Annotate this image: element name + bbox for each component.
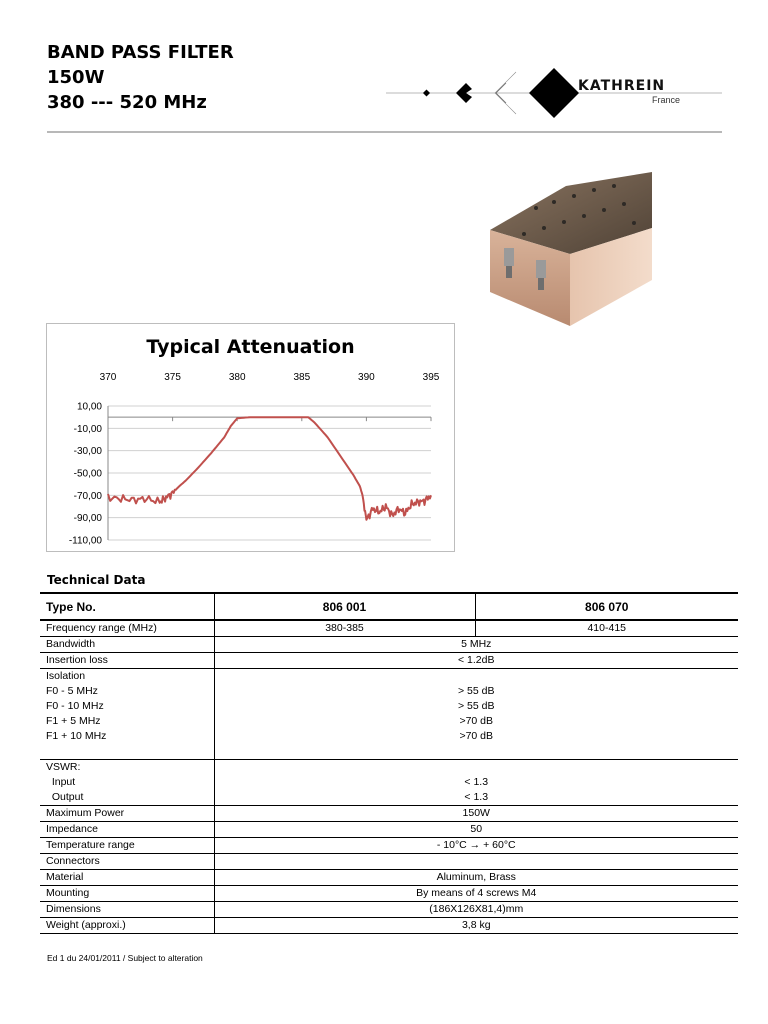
document-title: [47, 40, 234, 115]
table-row: [40, 838, 738, 854]
spec-value: By means of 4 screws M4: [214, 886, 738, 902]
spec-label: Insertion loss: [40, 653, 214, 669]
table-row: [40, 822, 738, 838]
table-row: [40, 669, 738, 760]
spec-label: Material: [40, 870, 214, 886]
x-tick-label: 395: [422, 372, 440, 383]
spec-value-806001: 380-385: [214, 620, 475, 637]
title-line-power: 150W: [47, 67, 105, 88]
technical-data-heading: Technical Data: [47, 573, 146, 587]
x-tick-label: 380: [228, 372, 246, 383]
x-tick-label: 390: [358, 372, 375, 383]
table-row: [40, 870, 738, 886]
technical-data-table: [40, 592, 738, 934]
y-tick-label: -70,00: [73, 490, 102, 502]
y-tick-label: -30,00: [73, 446, 102, 458]
spec-label: Mounting: [40, 886, 214, 902]
table-row: [40, 854, 738, 870]
spec-value: Aluminum, Brass: [214, 870, 738, 886]
y-tick-label: -90,00: [73, 513, 102, 525]
table-row: [40, 918, 738, 934]
spec-value: 50: [214, 822, 738, 838]
spec-value: < 1.3 < 1.3: [214, 760, 738, 806]
y-tick-label: -10,00: [73, 423, 102, 435]
brand-country: France: [652, 95, 681, 105]
y-tick-label: -50,00: [73, 468, 102, 480]
product-photo: [484, 168, 694, 328]
spec-value: - 10°C → + 60°C: [214, 838, 738, 854]
attenuation-chart: [46, 323, 455, 552]
spec-label: Impedance: [40, 822, 214, 838]
footer-note: Ed 1 du 24/01/2011 / Subject to alteration: [47, 953, 203, 963]
chart-plot: [47, 324, 454, 551]
spec-value: 3,8 kg: [214, 918, 738, 934]
table-row: [40, 902, 738, 918]
header-806070: 806 070: [475, 593, 738, 620]
chart-title: Typical Attenuation: [146, 336, 355, 358]
spec-value: > 55 dB > 55 dB >70 dB >70 dB: [214, 669, 738, 760]
header-806001: 806 001: [214, 593, 475, 620]
spec-label: Frequency range (MHz): [40, 620, 214, 637]
title-line-product: BAND PASS FILTER: [47, 42, 234, 63]
spec-label: Temperature range: [40, 838, 214, 854]
brand-name: KATHREIN: [578, 78, 666, 94]
spec-value: [214, 854, 738, 870]
table-header-row: [40, 593, 738, 620]
spec-value: < 1.2dB: [214, 653, 738, 669]
title-line-range: 380 --- 520 MHz: [47, 92, 207, 113]
header-type-no: Type No.: [40, 593, 214, 620]
spec-label: Isolation F0 - 5 MHz F0 - 10 MHz F1 + 5 MHz F1 + 10 MHz: [40, 669, 214, 760]
spec-value: (186X126X81,4)mm: [214, 902, 738, 918]
table-row: [40, 653, 738, 669]
table-row: [40, 886, 738, 902]
spec-label: VSWR: Input Output: [40, 760, 214, 806]
x-tick-label: 370: [99, 372, 117, 383]
table-row: [40, 637, 738, 653]
spec-value-806070: 410-415: [475, 620, 738, 637]
table-row: [40, 806, 738, 822]
attenuation-series-line: [108, 417, 431, 520]
spec-value: 150W: [214, 806, 738, 822]
spec-label: Weight (approxi.): [40, 918, 214, 934]
table-row: [40, 620, 738, 637]
spec-label: Maximum Power: [40, 806, 214, 822]
spec-label: Dimensions: [40, 902, 214, 918]
table-row: [40, 760, 738, 806]
spec-label: Connectors: [40, 854, 214, 870]
y-tick-label: 10,00: [76, 401, 102, 413]
x-tick-label: 375: [164, 372, 181, 383]
spec-value: 5 MHz: [214, 637, 738, 653]
y-tick-label: -110,00: [68, 535, 102, 547]
spec-label: Bandwidth: [40, 637, 214, 653]
header-divider: [47, 131, 722, 133]
x-tick-label: 385: [293, 372, 311, 383]
